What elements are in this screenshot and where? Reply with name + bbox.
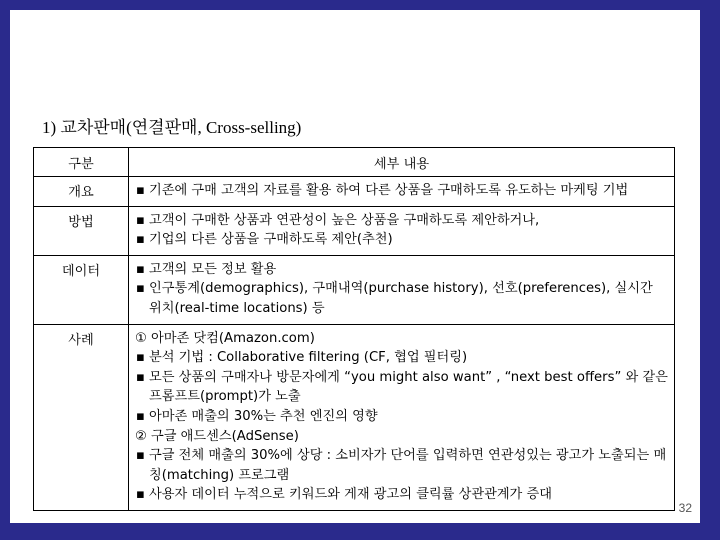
bullet-item: ▪ 사용자 데이터 누적으로 키워드와 게재 광고의 클릭률 상관관계가 증대 — [135, 485, 668, 505]
table-row — [34, 206, 675, 255]
bullet-item: ▪ 아마존 매출의 30%는 추천 엔진의 영향 — [135, 407, 668, 427]
numbered-item: ② 구글 애드센스(AdSense) — [135, 428, 299, 444]
detail-list — [135, 260, 668, 319]
cross-selling-table — [33, 147, 675, 511]
header-category: 구분 — [34, 148, 129, 177]
row-detail — [129, 177, 675, 207]
bullet-item: ▪ 고객이 구매한 상품과 연관성이 높은 상품을 구매하도록 제안하거나, — [135, 211, 668, 231]
row-category: 방법 — [34, 206, 129, 255]
slide — [10, 10, 700, 523]
detail-list — [135, 211, 668, 250]
table-header-row — [34, 148, 675, 177]
header-detail: 세부 내용 — [129, 148, 675, 177]
section-heading: 1) 교차판매(연결판매, Cross-selling) — [42, 118, 302, 137]
bullet-item: ▪ 고객의 모든 정보 활용 — [135, 260, 668, 280]
row-category: 데이터 — [34, 255, 129, 324]
bullet-item: ▪ 모든 상품의 구매자나 방문자에게 “you might also want” , “next best offers” 와 같은 프롬프트(prompt)가 노출 — [135, 368, 668, 407]
page-number: 32 — [678, 501, 692, 515]
table-row — [34, 324, 675, 510]
table-body — [34, 177, 675, 511]
row-detail — [129, 324, 675, 510]
bullet-item: ▪ 기존에 구매 고객의 자료를 활용 하여 다른 상품을 구매하도록 유도하는 마케팅 기법 — [135, 181, 668, 201]
numbered-item: ① 아마존 닷컴(Amazon.com) — [135, 330, 315, 346]
bullet-item: ▪ 분석 기법 : Collaborative filtering (CF, 협업 필터링) — [135, 348, 668, 368]
bullet-item: ▪ 구글 전체 매출의 30%에 상당 : 소비자가 단어를 입력하면 연관성있는 광고가 노출되는 매칭(matching) 프로그램 — [135, 446, 668, 485]
table-row — [34, 255, 675, 324]
table-row — [34, 177, 675, 207]
row-detail — [129, 206, 675, 255]
bullet-item: ▪ 기업의 다른 상품을 구매하도록 제안(추천) — [135, 230, 668, 250]
bullet-item: ▪ 인구통계(demographics), 구매내역(purchase history), 선호(preferences), 실시간 위치(real-time locations) 등 — [135, 279, 668, 318]
detail-list — [135, 329, 668, 505]
row-detail — [129, 255, 675, 324]
detail-list — [135, 181, 668, 201]
row-category: 사례 — [34, 324, 129, 510]
row-category: 개요 — [34, 177, 129, 207]
